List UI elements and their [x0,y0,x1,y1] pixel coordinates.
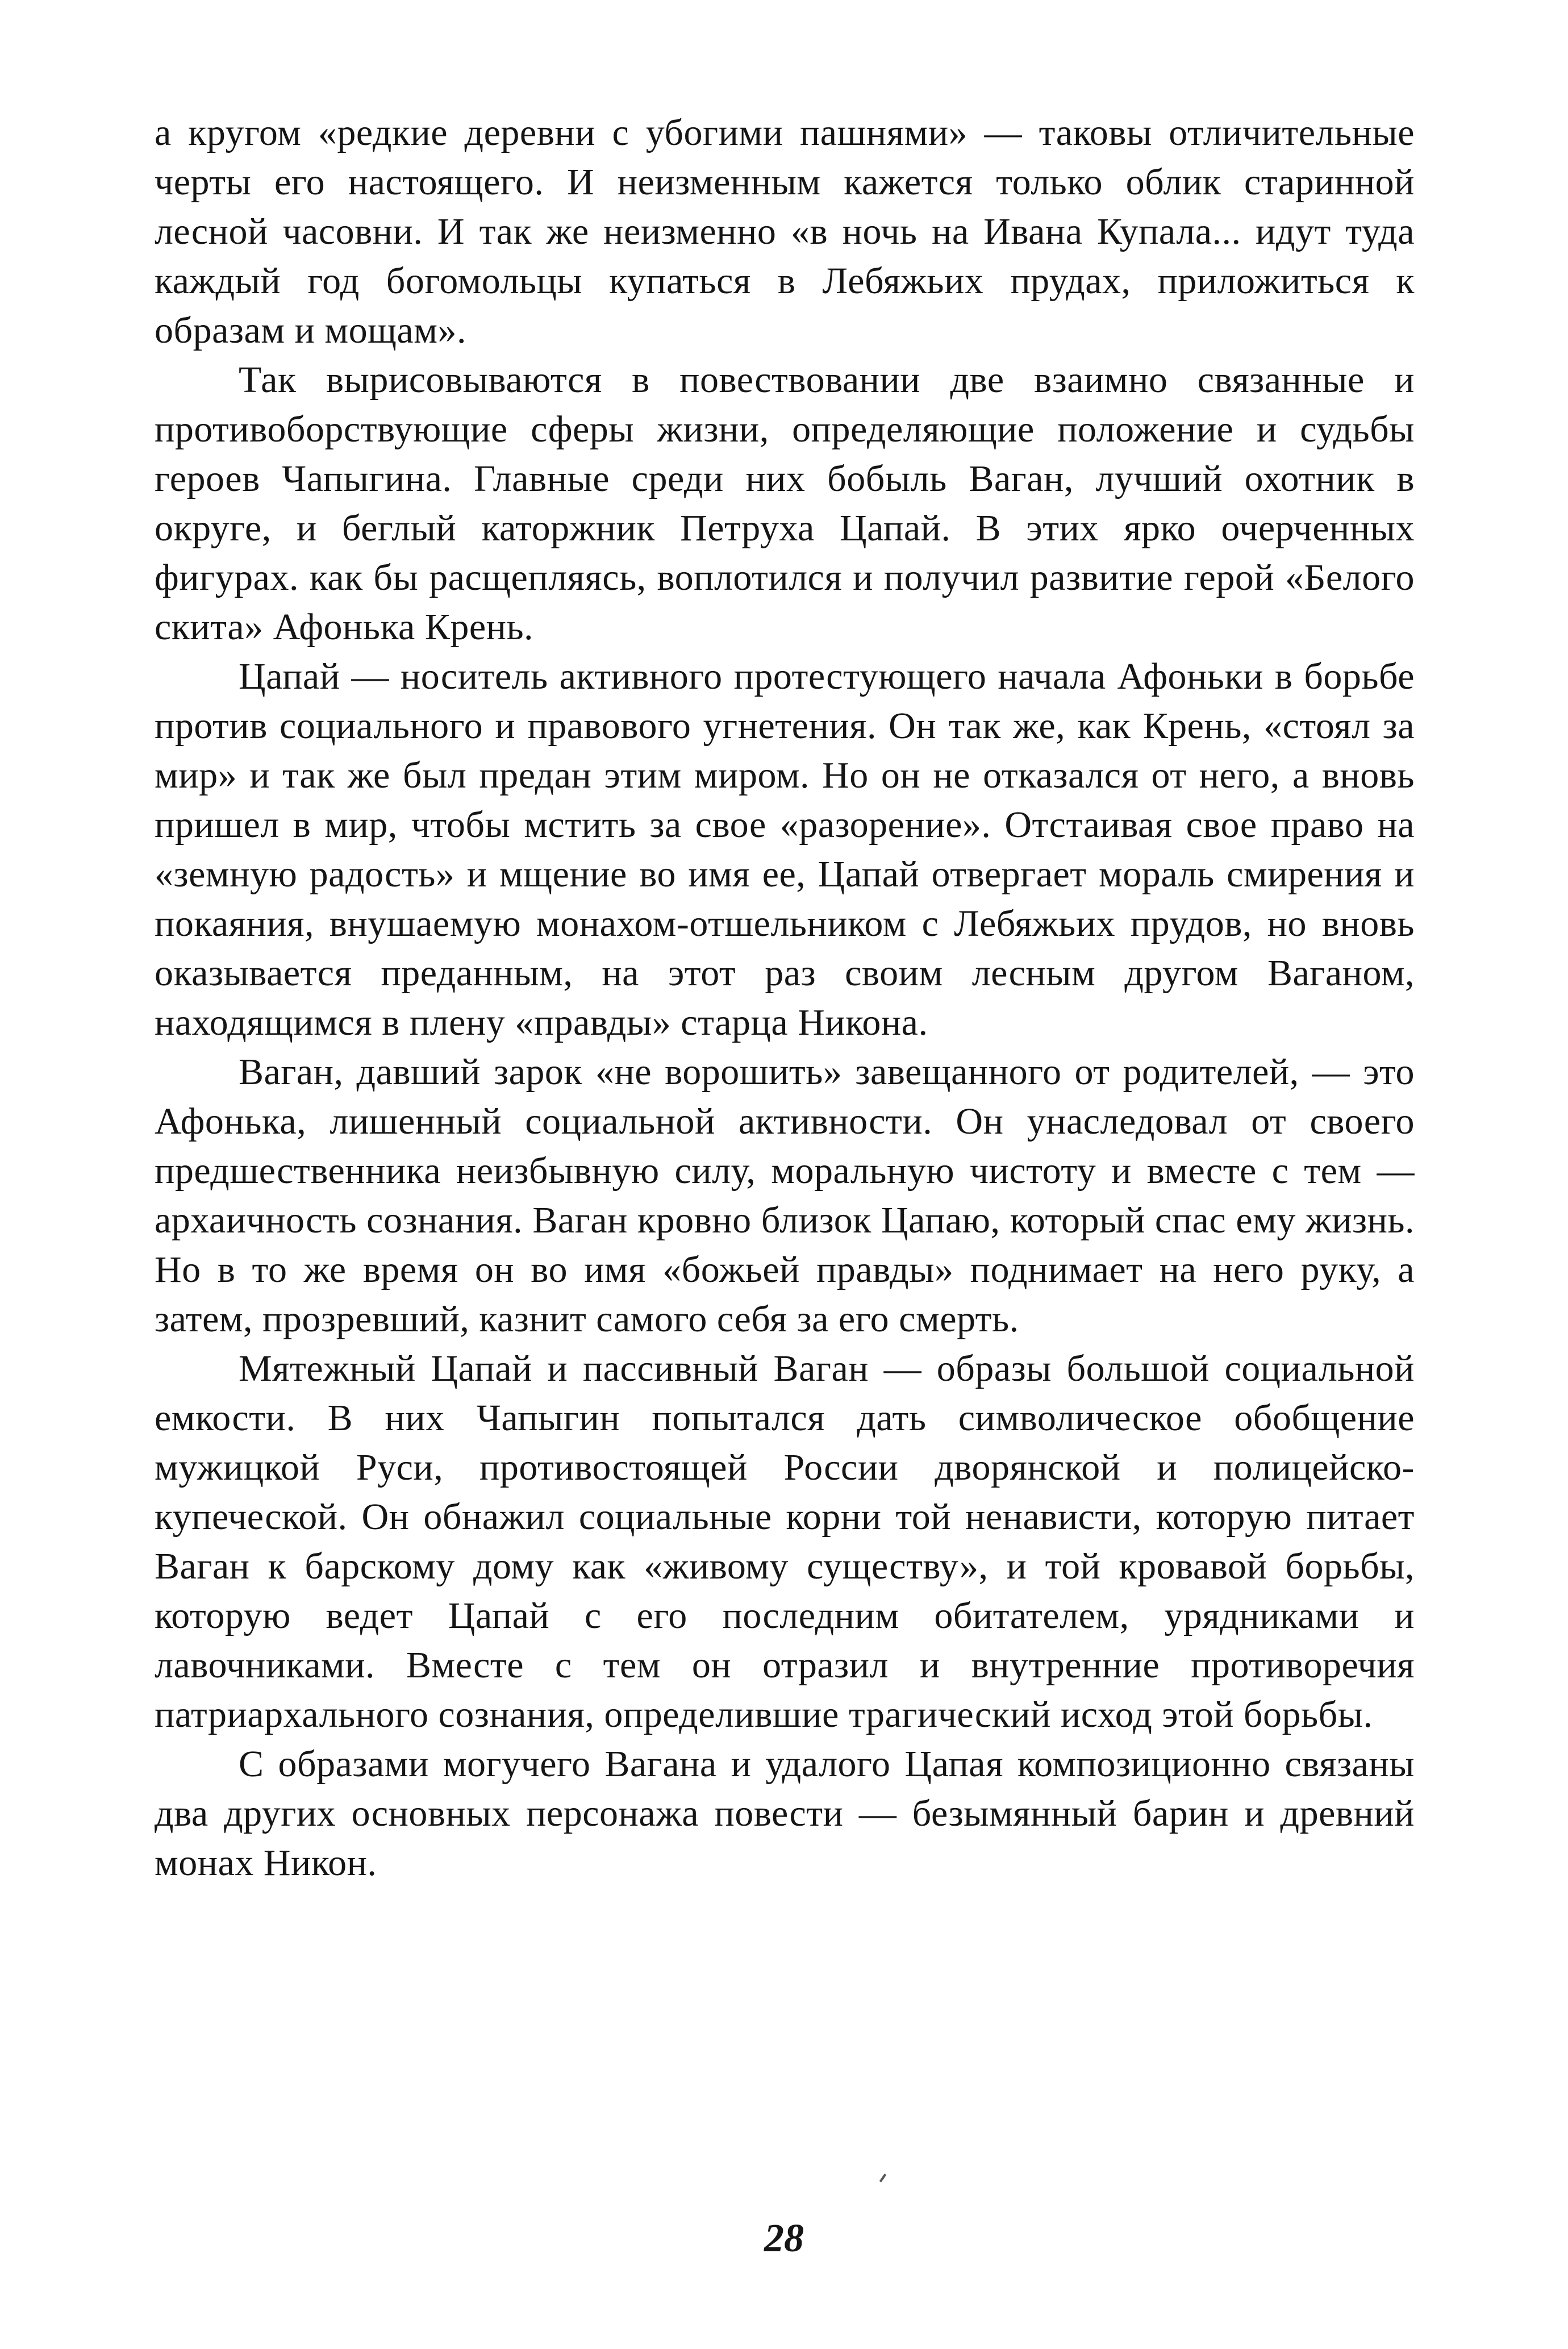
print-speck [879,2173,886,2182]
paragraph-vagan: Ваган, давший зарок «не ворошить» завещанного от родителей, — это Афонька, лишенный социальной активности. Он унаследовал от своего предшественника неизбывную силу, моральную чистоту и вместе с тем — архаичность сознания. Ваган кровно близок Цапаю, который спас ему жизнь. Но в то же время он во имя «божьей правды» поднимает на него руку, а затем, прозревший, казнит самого себя за его смерть. [155,1051,1415,1340]
page-number: 28 [764,2217,804,2260]
paragraph-tsapai: Цапай — носитель активного протестующего начала Афоньки в борьбе против социального и правового угнетения. Он так же, как Крень, «стоял за мир» и так же был предан этим миром. Но он не отказался от него, а вновь пришел в мир, чтобы мстить за свое «разорение». Отстаивая свое право на «земную радость» и мщение во имя ее, Цапай отвергает мораль смирения и покаяния, внушаемую монахом-отшельником с Лебяжьих прудов, но вновь оказывается преданным, на этот раз своим лесным другом Ваганом, находящимся в плену «правды» старца Никона. [155,656,1415,1043]
paragraph-images: Мятежный Цапай и пассивный Ваган — образы большой социальной емкости. В них Чапыгин попытался дать символическое обобщение мужицкой Руси, противостоящей России дворянской и полицейско-купеческой. Он обнажил социальные корни той ненависти, которую питает Ваган к барскому дому как «живому существу», и той кровавой борьбы, которую ведет Цапай с его последним обитателем, урядниками и лавочниками. Вместе с тем он отразил и внутренние противоречия патриархального сознания, определившие трагический исход этой борьбы. [155,1348,1415,1735]
body-text [155,108,1415,1888]
paragraph-composition: С образами могучего Вагана и удалого Цапая композиционно связаны два других основных персонажа повести — безымянный барин и древний монах Никон. [155,1743,1415,1884]
paragraph-two-spheres: Так вырисовываются в повествовании две взаимно связанные и противоборствующие сферы жизни, определяющие положение и судьбы героев Чапыгина. Главные среди них бобыль Ваган, лучший охотник в округе, и беглый каторжник Петруха Цапай. В этих ярко очерченных фигурах. как бы расщепляясь, воплотился и получил развитие герой «Белого скита» Афонька Крень. [155,359,1415,648]
paragraph-continuation: а кругом «редкие деревни с убогими пашнями» — таковы отличительные черты его настоящего. И неизменным кажется только облик старинной лесной часовни. И так же неизменно «в ночь на Ивана Купала... идут туда каждый год богомольцы купаться в Лебяжьих прудах, приложиться к образам и мощам». [155,112,1415,351]
